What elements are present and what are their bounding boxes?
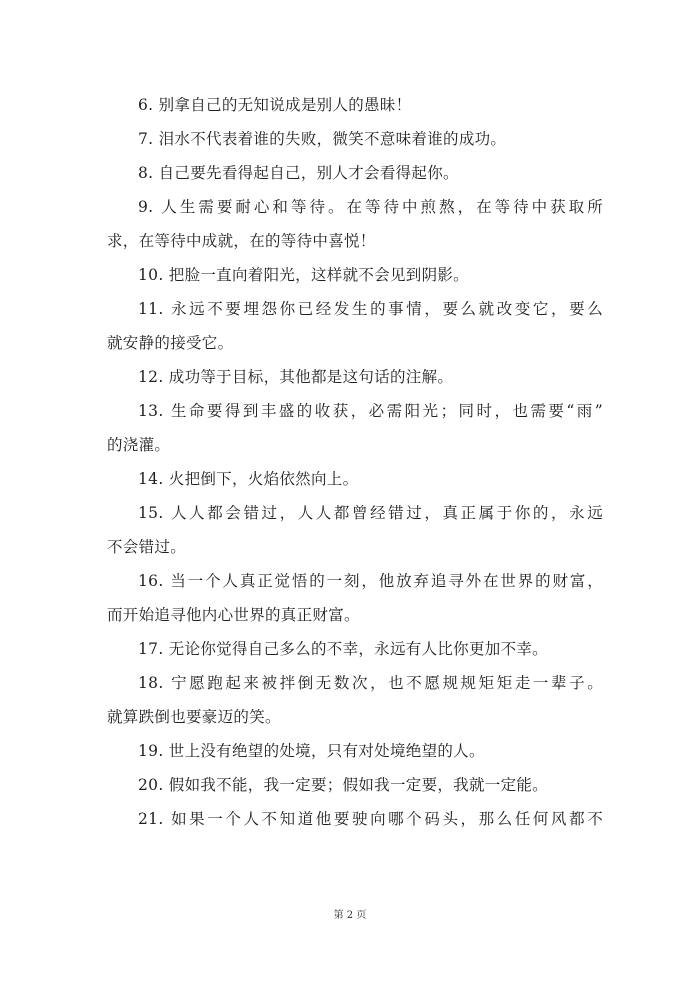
quote-line-13-cont: 的浇灌。	[107, 436, 171, 454]
quote-line-12: 12. 成功等于目标，其他都是这句话的注解。	[138, 368, 454, 386]
quote-line-19: 19. 世上没有绝望的处境，只有对处境绝望的人。	[138, 742, 485, 760]
quote-line-9: 9. 人生需要耐心和等待。在等待中煎熬，在等待中获取所	[138, 198, 603, 216]
document-body	[107, 88, 603, 836]
quote-line-21: 21. 如果一个人不知道他要驶向哪个码头，那么任何风都不	[138, 810, 603, 828]
quote-line-16-cont: 而开始追寻他内心世界的真正财富。	[107, 606, 360, 624]
quote-line-11: 11. 永远不要埋怨你已经发生的事情，要么就改变它，要么	[138, 300, 603, 318]
quote-line-16: 16. 当一个人真正觉悟的一刻，他放弃追寻外在世界的财富，	[138, 572, 603, 590]
quote-line-15: 15. 人人都会错过，人人都曾经错过，真正属于你的，永远	[138, 504, 603, 522]
quote-line-14: 14. 火把倒下，火焰依然向上。	[138, 470, 359, 488]
quote-line-18: 18. 宁愿跑起来被拌倒无数次，也不愿规规矩矩走一辈子。	[138, 674, 603, 692]
quote-line-15-cont: 不会错过。	[107, 538, 187, 556]
quote-line-17: 17. 无论你觉得自己多么的不幸，永远有人比你更加不幸。	[138, 640, 548, 658]
quote-line-20: 20. 假如我不能，我一定要；假如我一定要，我就一定能。	[138, 776, 548, 794]
quote-line-18-cont: 就算跌倒也要豪迈的笑。	[107, 708, 281, 726]
quote-line-8: 8. 自己要先看得起自己，别人才会看得起你。	[138, 164, 459, 182]
page-number: 第 2 页	[333, 910, 367, 921]
quote-line-6: 6. 别拿自己的无知说成是别人的愚昧！	[138, 96, 412, 114]
quote-line-11-cont: 就安静的接受它。	[107, 334, 234, 352]
quote-line-9-cont: 求，在等待中成就，在的等待中喜悦！	[107, 232, 376, 250]
quote-line-13: 13. 生命要得到丰盛的收获，必需阳光；同时，也需要“雨”	[138, 402, 603, 420]
quote-line-10: 10. 把脸一直向着阳光，这样就不会见到阴影。	[138, 266, 469, 284]
quote-line-7: 7. 泪水不代表着谁的失败，微笑不意味着谁的成功。	[138, 130, 507, 148]
